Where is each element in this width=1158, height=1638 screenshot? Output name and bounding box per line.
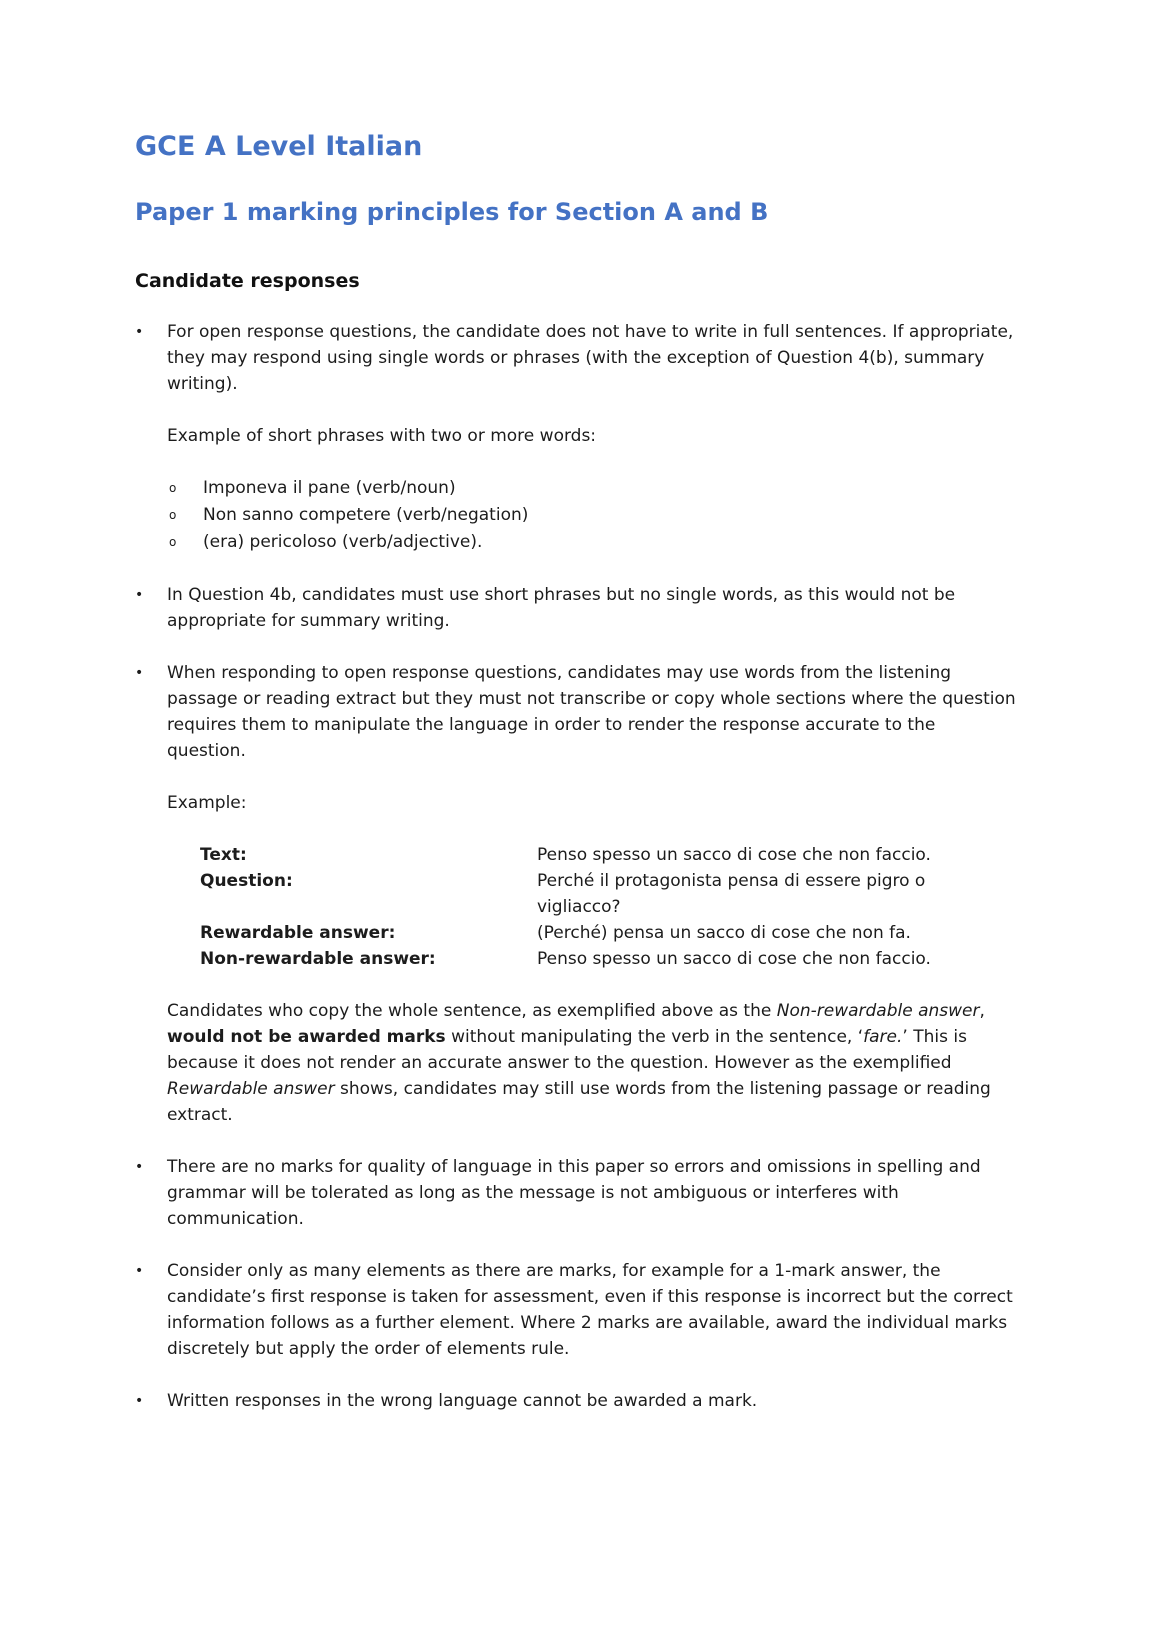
sub-bullet-item xyxy=(167,475,1023,502)
row-label: Text: xyxy=(200,845,247,865)
example-table xyxy=(200,842,1019,972)
bullet-icon: • xyxy=(135,1263,144,1279)
row-label: Question: xyxy=(200,871,293,891)
example-label: Example: xyxy=(167,793,247,813)
closing-paragraph xyxy=(167,998,1019,1128)
closing-segment: fare. xyxy=(863,1027,903,1047)
document-body xyxy=(135,319,1023,1414)
bullet-text: Consider only as many elements as there are marks, for example for a 1-mark answer, the candidate’s first response is taken for assessment, even if this response is incorrect but the correct information follows as a further element. Where 2 marks are available, award the individual marks discretely but apply the order of elements rule. xyxy=(167,1261,1013,1359)
example-intro: Example of short phrases with two or more words: xyxy=(167,426,597,446)
bullet-text: For open response questions, the candidate does not have to write in full sentences. If appropriate, they may respond using single words or phrases (with the exception of Question 4(b), summary writing). xyxy=(167,322,1014,394)
bullet-text: When responding to open response questions, candidates may use words from the listening passage or reading extract but they must not transcribe or copy whole sections where the question requires them to manipulate the language in order to render the response accurate to the question. xyxy=(167,663,1016,761)
bullet-text: In Question 4b, candidates must use short phrases but no single words, as this would not be appropriate for summary writing. xyxy=(167,585,956,631)
bullet-text: There are no marks for quality of language in this paper so errors and omissions in spelling and grammar will be tolerated as long as the message is not ambiguous or interferes with communication. xyxy=(167,1157,981,1229)
closing-segment: without manipulating the verb in the sentence, ‘ xyxy=(445,1027,864,1047)
sub-bullet-item xyxy=(167,502,1023,529)
bullet-icon: • xyxy=(135,1159,144,1175)
sub-bullet-list xyxy=(167,475,1023,556)
row-value: (Perché) pensa un sacco di cose che non fa. xyxy=(537,923,911,943)
bullet-icon: • xyxy=(135,324,144,340)
closing-segment: would not be awarded marks xyxy=(167,1027,446,1047)
closing-segment: Rewardable answer xyxy=(167,1079,335,1099)
bullet-item-open-response xyxy=(135,319,1023,397)
row-value: Penso spesso un sacco di cose che non faccio. xyxy=(537,949,931,969)
closing-segment: ’ This is because it does not render an accurate answer to the question. However as the exemplified xyxy=(167,1027,967,1073)
row-label: Non-rewardable answer: xyxy=(200,949,436,969)
bullet-item-quality-of-language xyxy=(135,1154,1023,1232)
bullet-item-transcription xyxy=(135,660,1023,1128)
bullet-icon: • xyxy=(135,1393,144,1409)
closing-segment: Candidates who copy the whole sentence, as exemplified above as the xyxy=(167,1001,777,1021)
sub-bullet-item xyxy=(167,529,1023,556)
bullet-item-question-4b xyxy=(135,582,1023,634)
closing-segment: , xyxy=(979,1001,985,1021)
table-row xyxy=(200,868,1019,920)
table-row xyxy=(200,842,1019,868)
bullet-item-wrong-language xyxy=(135,1388,1023,1414)
bullet-icon: • xyxy=(135,665,144,681)
sub-bullet-text: Imponeva il pane (verb/noun) xyxy=(203,478,456,498)
table-row xyxy=(200,946,1019,972)
row-label: Rewardable answer: xyxy=(200,923,396,943)
row-value: Penso spesso un sacco di cose che non faccio. xyxy=(537,845,931,865)
bullet-item-elements-rule xyxy=(135,1258,1023,1362)
bullet-icon: • xyxy=(135,587,144,603)
section-heading: Candidate responses xyxy=(135,270,360,292)
closing-segment: Non-rewardable answer xyxy=(776,1001,980,1021)
closing-segment: shows, candidates may still use words from the listening passage or reading extract. xyxy=(167,1079,991,1125)
circle-bullet-icon: o xyxy=(169,535,177,549)
table-row xyxy=(200,920,1019,946)
row-value: Perché il protagonista pensa di essere pigro o vigliacco? xyxy=(537,871,926,917)
page-subtitle: Paper 1 marking principles for Section A and B xyxy=(135,198,769,226)
circle-bullet-icon: o xyxy=(169,481,177,495)
sub-bullet-text: (era) pericoloso (verb/adjective). xyxy=(203,532,483,552)
circle-bullet-icon: o xyxy=(169,508,177,522)
sub-bullet-text: Non sanno competere (verb/negation) xyxy=(203,505,529,525)
page-title: GCE A Level Italian xyxy=(135,131,423,162)
bullet-text: Written responses in the wrong language cannot be awarded a mark. xyxy=(167,1391,758,1411)
